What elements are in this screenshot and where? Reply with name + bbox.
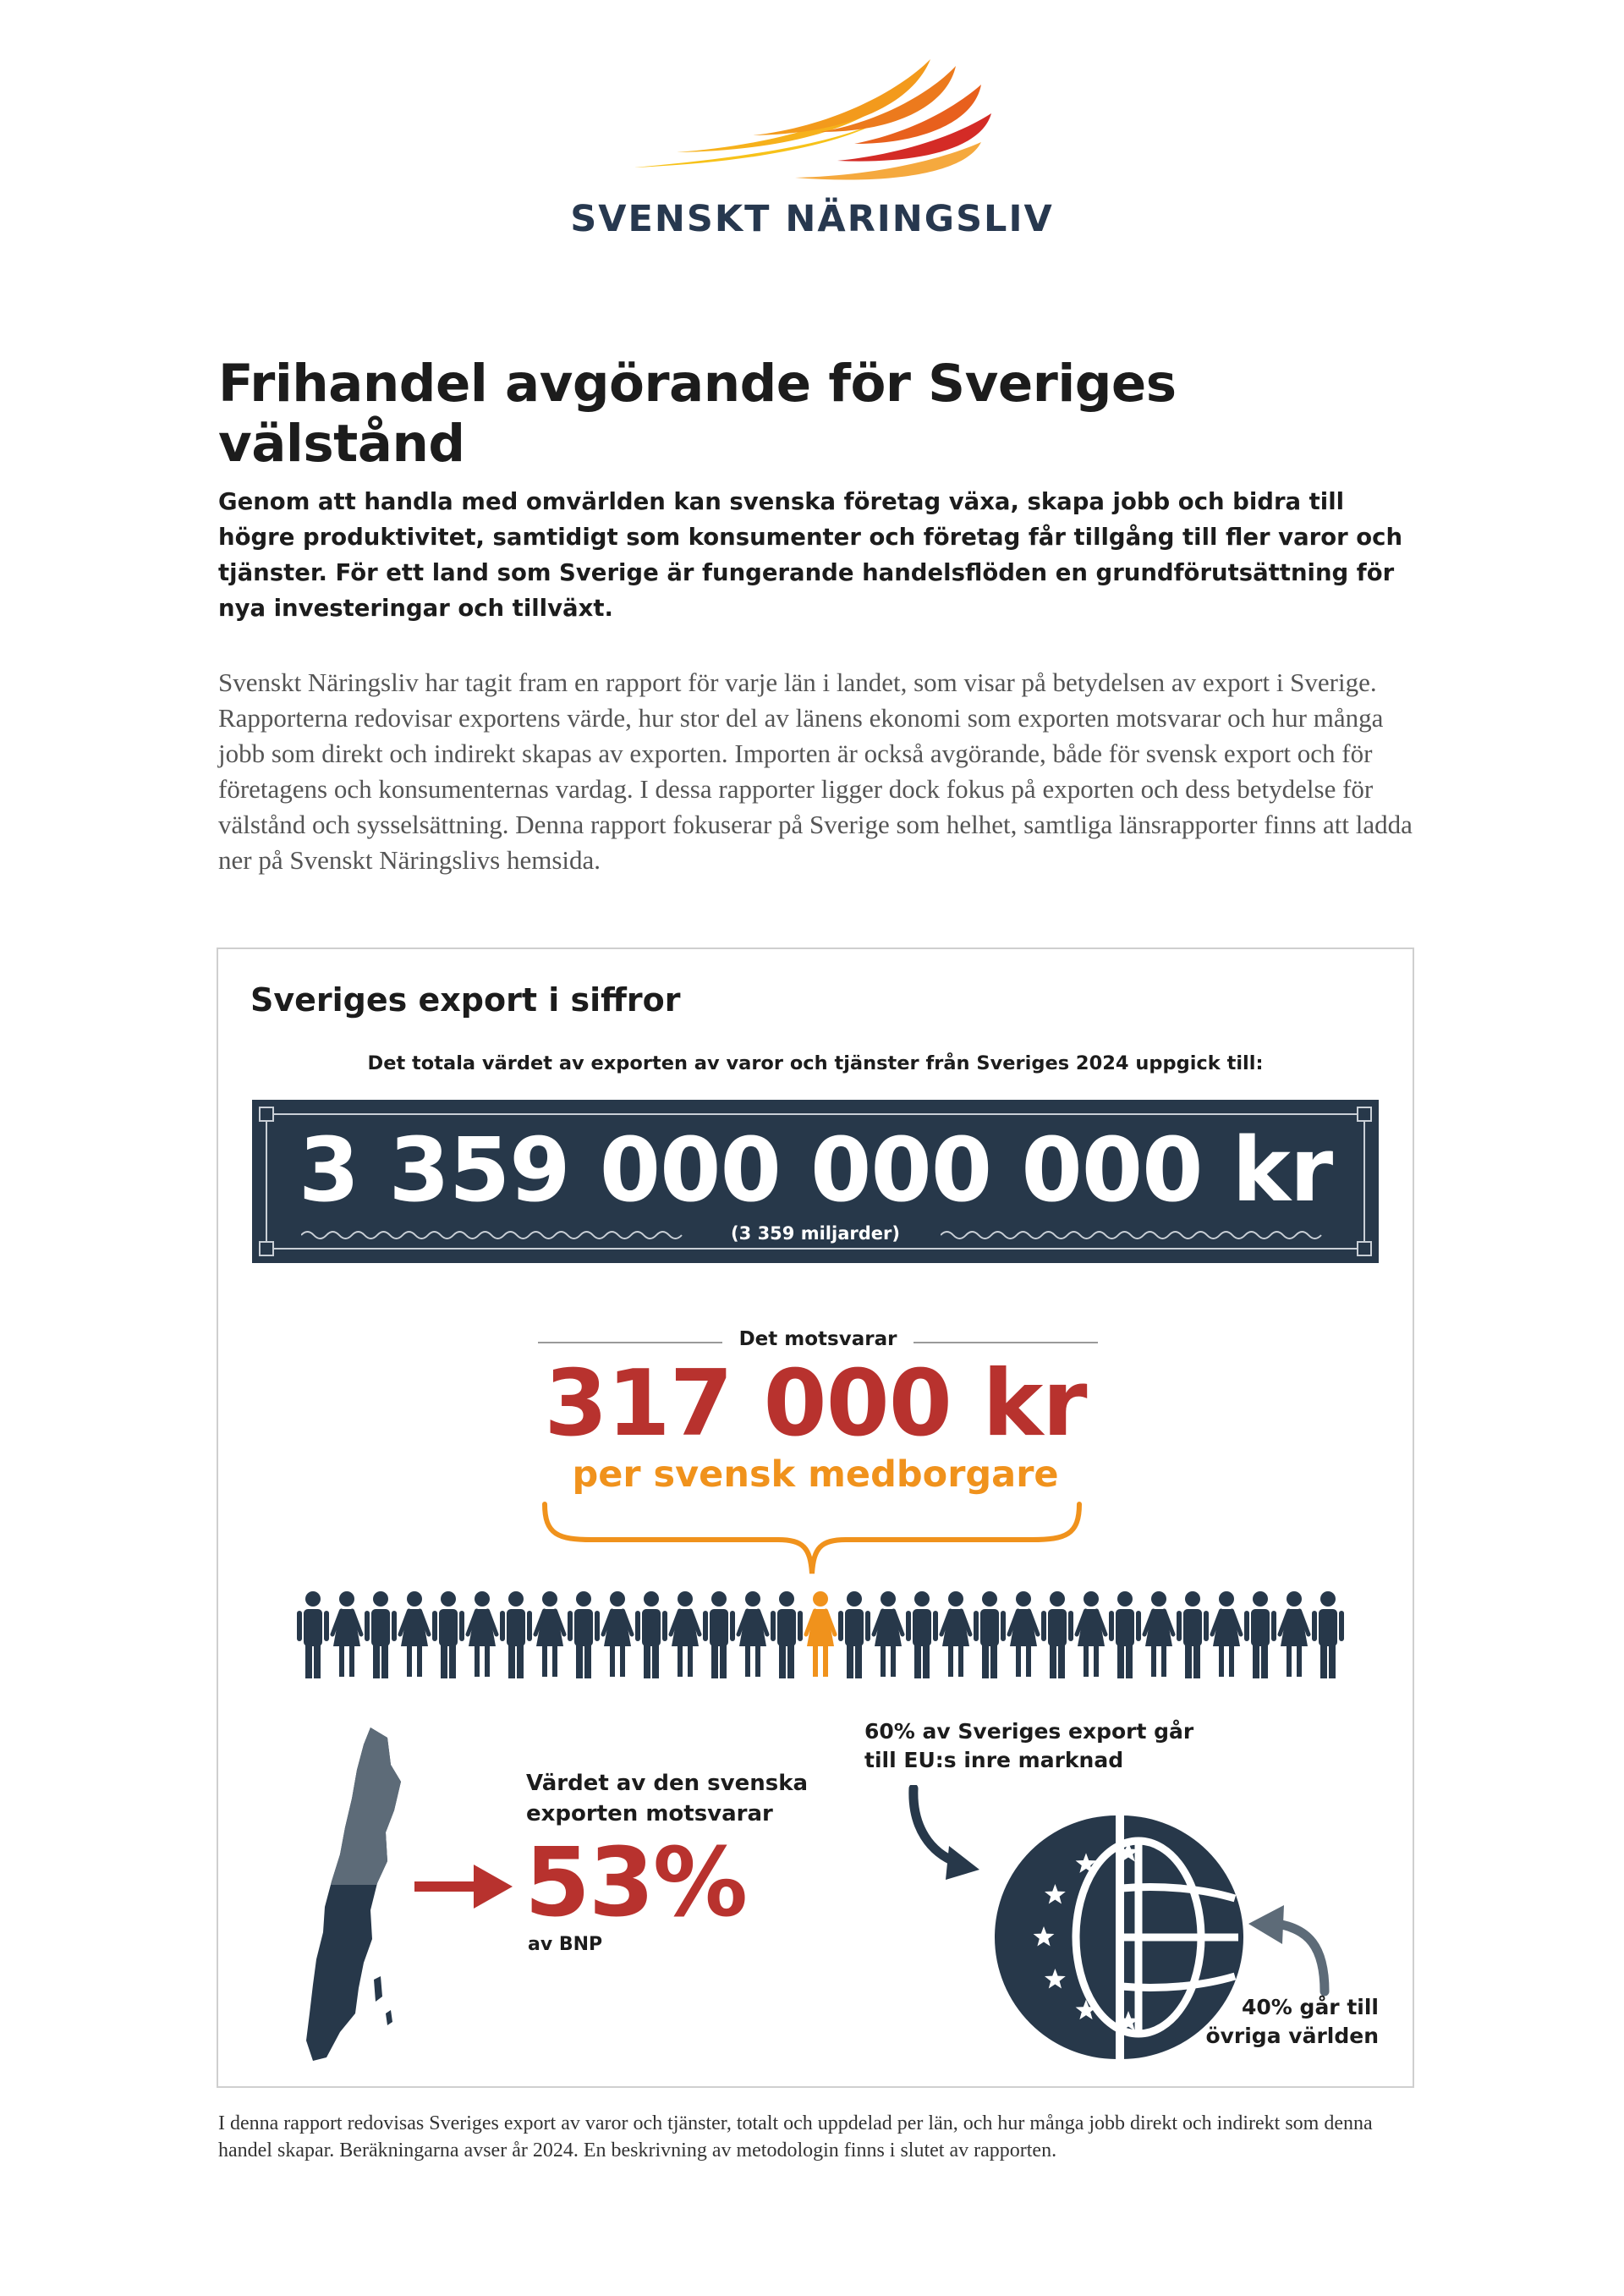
- body-paragraph: Svenskt Näringsliv har tagit fram en rapport för varje län i landet, som visar på betydelsen av export i Sverige. Rapporterna redovisar exportens värde, hur stor del av länens ekonomi som exporten motsvarar och hur många jobb som direkt och indirekt skapas av exporten. Importen är också avgörande, både för svensk export och för företagens och konsumenternas vardag. I dessa rapporter ligger dock fokus på exporten och dess betydelse för välstånd och sysselsättning. Denna rapport fokuserar på Sverige som helhet, samtliga länsrapporter finns att ladda ner på Svenskt Näringslivs hemsida.: [218, 667, 1413, 875]
- man-icon: [703, 1591, 735, 1678]
- woman-icon: [671, 1591, 700, 1677]
- banner-corner: [1357, 1107, 1372, 1122]
- header-logo: [0, 51, 1624, 240]
- people-row: [296, 1590, 1345, 1684]
- divider-line: [538, 1342, 722, 1343]
- woman-icon: [1212, 1591, 1241, 1677]
- infobox-title: Sveriges export i siffror: [250, 981, 681, 1019]
- per-capita-amount: 317 000 kr: [544, 1351, 1087, 1457]
- man-icon: [1041, 1591, 1073, 1678]
- woman-icon: [1077, 1591, 1106, 1677]
- man-icon: [635, 1591, 667, 1678]
- infobox-intro: Det totala värdet av exporten av varor och tjänster från Sveriges 2024 uppgick till:: [367, 1052, 1264, 1074]
- footnote: I denna rapport redovisas Sveriges export av varor och tjänster, totalt och uppdelad per län, och hur många jobb direkt och indirekt som denna handel skapar. Beräkningarna avser år 2024. En beskrivning av metodologin finns i slutet av rapporten.: [218, 2112, 1373, 2161]
- man-icon: [838, 1591, 870, 1678]
- wave-ornament-icon: [941, 1227, 1330, 1244]
- man-icon: [771, 1591, 803, 1678]
- bnp-unit: av BNP: [528, 1934, 603, 1955]
- woman-icon: [535, 1591, 564, 1677]
- woman-icon: [874, 1591, 903, 1677]
- woman-icon: [332, 1591, 361, 1677]
- man-icon: [974, 1591, 1006, 1678]
- per-capita-label: per svensk medborgare: [572, 1453, 1059, 1496]
- highlighted-woman-icon: [806, 1591, 835, 1677]
- eu-share-text: 60% av Sveriges export går till EU:s inre marknad: [864, 1719, 1194, 1772]
- curved-arrow-icon: [1243, 1895, 1336, 1997]
- total-amount-note: (3 359 miljarder): [731, 1223, 900, 1244]
- total-amount-banner: [252, 1100, 1379, 1263]
- woman-icon: [941, 1591, 970, 1677]
- man-icon: [1312, 1591, 1344, 1678]
- woman-icon: [603, 1591, 632, 1677]
- woman-icon: [468, 1591, 497, 1677]
- man-icon: [432, 1591, 464, 1678]
- man-icon: [500, 1591, 532, 1678]
- divider-line: [914, 1342, 1098, 1343]
- woman-icon: [1009, 1591, 1038, 1677]
- man-icon: [1177, 1591, 1209, 1678]
- bird-wing-logo-icon: [626, 51, 998, 195]
- woman-icon: [400, 1591, 429, 1677]
- sweden-map-icon: [304, 1726, 406, 2064]
- eu-half: [995, 1815, 1116, 2059]
- total-amount: 3 359 000 000 000 kr: [298, 1118, 1333, 1222]
- curved-arrow-icon: [905, 1785, 981, 1887]
- bnp-percentage: 53%: [524, 1828, 747, 1938]
- brand-name: SVENSKT NÄRINGSLIV: [570, 198, 1054, 240]
- man-icon: [365, 1591, 397, 1678]
- banner-corner: [259, 1107, 274, 1122]
- woman-icon: [738, 1591, 767, 1677]
- man-icon: [297, 1591, 329, 1678]
- arrow-right-icon: [414, 1861, 516, 1912]
- man-icon: [568, 1591, 600, 1678]
- man-icon: [906, 1591, 938, 1678]
- world-share-text: 40% går till övriga världen: [1205, 1995, 1379, 2048]
- woman-icon: [1280, 1591, 1309, 1677]
- page-title: Frihandel avgörande för Sveriges välstånd: [218, 354, 1177, 474]
- curly-brace-icon: [541, 1501, 1083, 1577]
- man-icon: [1109, 1591, 1141, 1678]
- woman-icon: [1144, 1591, 1173, 1677]
- lead-paragraph: Genom att handla med omvärlden kan svenska företag växa, skapa jobb och bidra till högre produktivitet, samtidigt som konsumenter och företag får tillgång till fler varor och tjänster. För ett land som Sverige är fungerande handelsflöden en grundförutsättning för nya investeringar och tillväxt.: [218, 488, 1403, 622]
- motsvarar-label: Det motsvarar: [738, 1328, 897, 1350]
- man-icon: [1244, 1591, 1276, 1678]
- bnp-description: Värdet av den svenska exporten motsvarar: [526, 1771, 809, 1826]
